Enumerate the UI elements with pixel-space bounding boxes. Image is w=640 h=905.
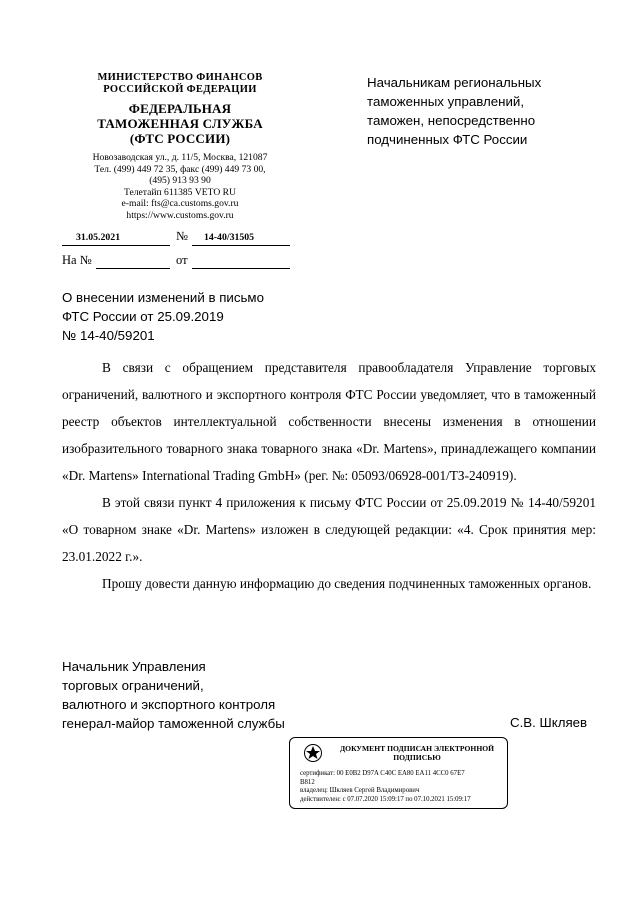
recipient-line: таможен, непосредственно bbox=[367, 113, 536, 128]
teletype-line: Телетайп 611385 VETO RU bbox=[124, 186, 236, 198]
service-line: ТАМОЖЕННАЯ СЛУЖБА bbox=[97, 116, 263, 131]
number-sign: № bbox=[176, 229, 188, 243]
owner-line: владелец: Шкляев Сергей Владимирович bbox=[300, 787, 420, 795]
validity-line: действителен: с 07.07.2020 15:09:17 по 07.10.2021 15:09:17 bbox=[300, 796, 471, 804]
letter-body bbox=[62, 354, 596, 597]
recipient-line: Начальникам региональных bbox=[367, 75, 542, 90]
recipient-block bbox=[367, 73, 597, 149]
number-underline bbox=[192, 245, 290, 246]
signatory-name: С.В. Шкляев bbox=[510, 715, 588, 730]
certificate-line: сертификат: 00 E0B2 D97A C40C EA80 EA11 4CC0 67E7 bbox=[300, 770, 465, 777]
from-label: от bbox=[176, 253, 188, 267]
subject-line: № 14-40/59201 bbox=[62, 328, 155, 343]
service-line: (ФТС РОССИИ) bbox=[129, 131, 231, 146]
registration-date: 31.05.2021 bbox=[76, 232, 121, 243]
signatory-position bbox=[62, 657, 285, 733]
body-paragraph: В этой связи пункт 4 приложения к письму ФТС России от 25.09.2019 № 14-40/59201 «О товарном знаке «Dr. Martens» изложен в следующей редакции: «4. Срок принятия мер: 23.01.2022 г.». bbox=[62, 495, 596, 564]
subject-line: ФТС России от 25.09.2019 bbox=[62, 309, 224, 324]
position-line: торговых ограничений, bbox=[62, 678, 204, 693]
service-line: ФЕДЕРАЛЬНАЯ bbox=[128, 101, 232, 116]
emblem-icon bbox=[302, 743, 324, 763]
body-paragraph: В связи с обращением представителя правообладателя Управление торговых ограничений, валютного и экспортного контроля ФТС России уведомляет, что в таможенный реестр объектов интеллектуальной собственности внесены изменения в отношении изобразительного товарного знака товарного знака «Dr. Martens», принадлежащего компании «Dr. Martens» International Trading GmbH» (рег. №: 05093/06928-001/ТЗ-240919). bbox=[62, 360, 596, 483]
from-underline bbox=[192, 268, 290, 269]
position-line: генерал-майор таможенной службы bbox=[62, 716, 285, 731]
email-line: e-mail: fts@ca.customs.gov.ru bbox=[121, 198, 239, 210]
address-line: Новозаводская ул., д. 11/5, Москва, 121087 bbox=[92, 152, 268, 163]
reference-underline bbox=[96, 268, 170, 269]
stamp-details bbox=[300, 770, 505, 805]
phone-line: Тел. (499) 449 72 35, факс (499) 449 73 00, bbox=[94, 163, 266, 175]
website-line: https://www.customs.gov.ru bbox=[126, 209, 234, 221]
stamp-title-line: ДОКУМЕНТ ПОДПИСАН ЭЛЕКТРОННОЙ bbox=[339, 744, 495, 753]
phone-line: (495) 913 93 90 bbox=[149, 175, 211, 187]
recipient-line: таможенных управлений, bbox=[367, 94, 525, 109]
position-line: Начальник Управления bbox=[62, 659, 206, 674]
recipient-line: подчиненных ФТС России bbox=[367, 132, 528, 147]
subject-line: О внесении изменений в письмо bbox=[62, 290, 264, 305]
contact-block bbox=[62, 152, 298, 222]
ministry-line: МИНИСТЕРСТВО ФИНАНСОВ bbox=[97, 72, 263, 83]
body-paragraph: Прошу довести данную информацию до сведения подчиненных таможенных органов. bbox=[102, 576, 592, 591]
position-line: валютного и экспортного контроля bbox=[62, 697, 276, 712]
certificate-line: B812 bbox=[300, 778, 315, 786]
stamp-title-line: ПОДПИСЬЮ bbox=[393, 753, 441, 762]
date-underline bbox=[62, 245, 170, 246]
service-name bbox=[62, 101, 298, 146]
ministry-name bbox=[62, 72, 298, 96]
registration-number: 14-40/31505 bbox=[204, 232, 255, 243]
reference-label: На № bbox=[62, 253, 92, 267]
ministry-line: РОССИЙСКОЙ ФЕДЕРАЦИИ bbox=[103, 84, 257, 95]
organization-header bbox=[62, 72, 298, 222]
electronic-signature-stamp bbox=[289, 737, 508, 809]
subject-block bbox=[62, 288, 264, 345]
stamp-title bbox=[332, 744, 502, 762]
